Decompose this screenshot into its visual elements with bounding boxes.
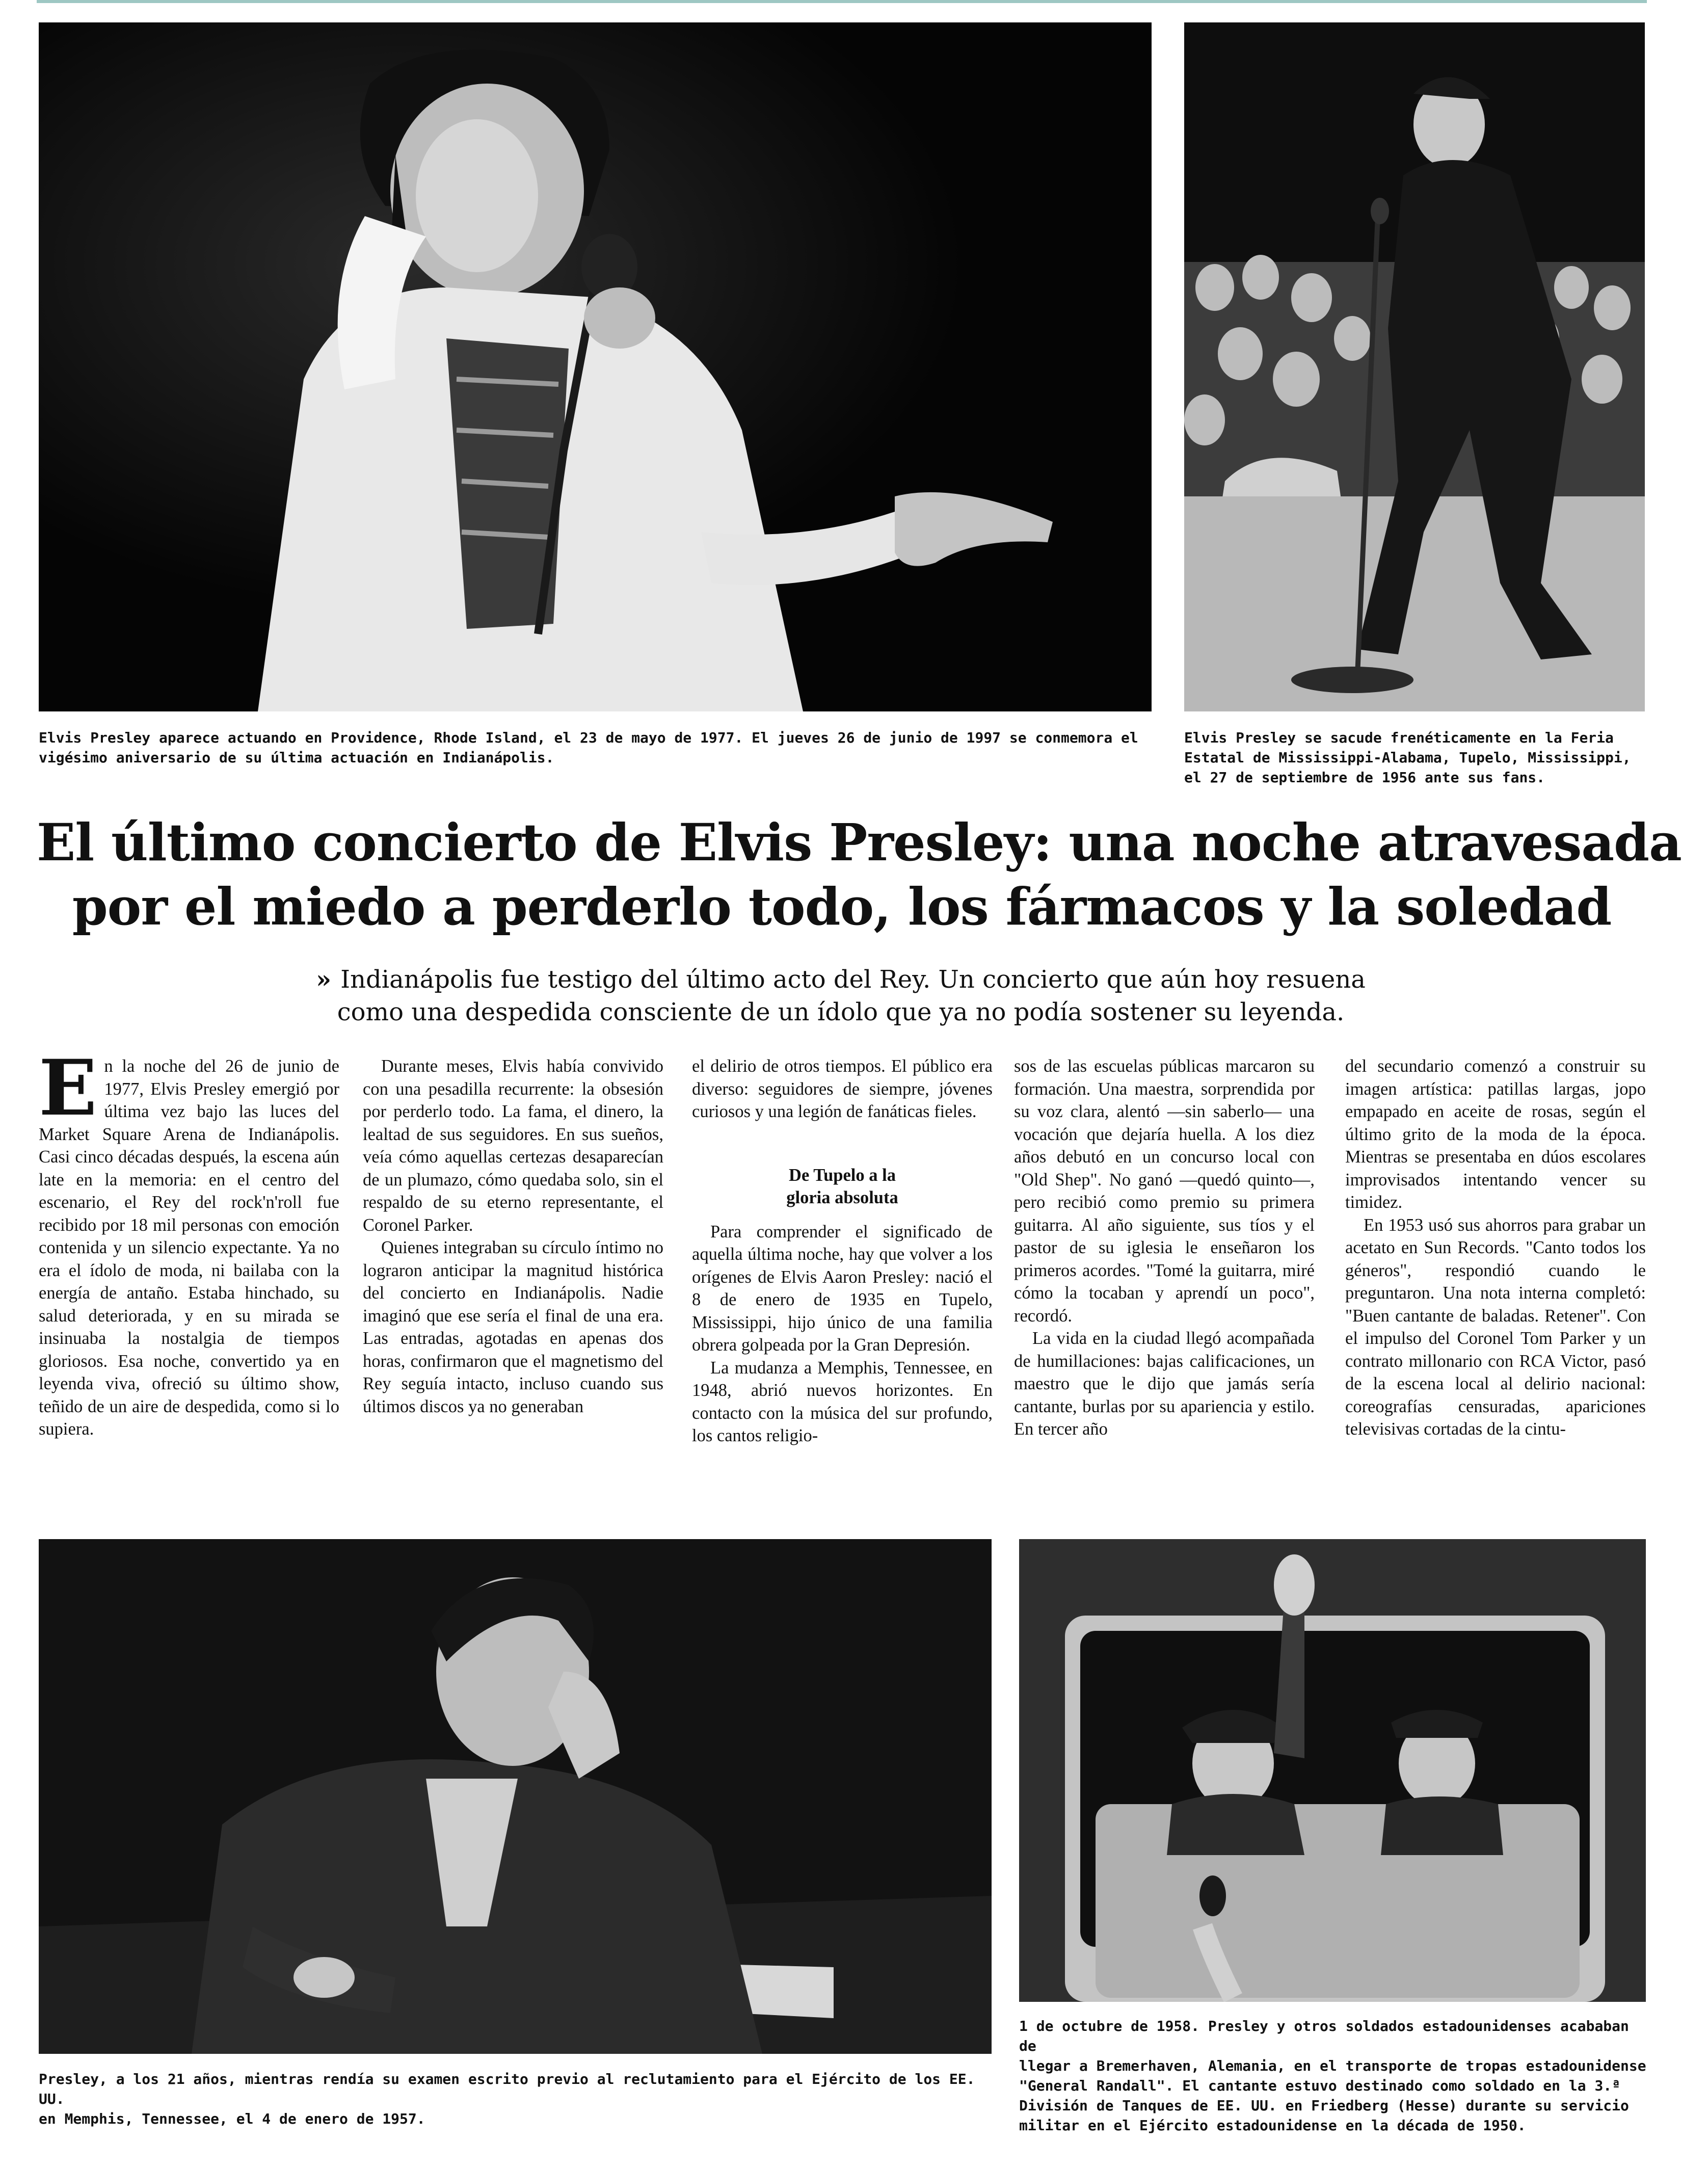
article-paragraph: Quienes integraban su círculo íntimo no lograron anticipar la magnitud histórica del concierto en Indianápolis. Nadie imaginó que ese sería el final de una era. Las entradas, agotadas en apenas dos horas, confirmaron que el magnetismo del Rey seguía intacto, incluso cuando sus últimos discos ya no generaban bbox=[363, 1238, 663, 1416]
caption-line: Presley, a los 21 años, mientras rendía su examen escrito previo al reclutamiento para el Ejército de los EE. UU. bbox=[39, 2071, 975, 2107]
caption-line: Estatal de Mississippi-Alabama, Tupelo, Mississippi, bbox=[1184, 749, 1631, 766]
subhead-line: gloria absoluta bbox=[786, 1188, 898, 1207]
article-paragraph: Para comprender el significado de aquella última noche, hay que volver a los orígenes de Elvis Aaron Presley: nació el 8 de enero de 1935 en Tupelo, Mississippi, hijo único de una familia obrera golpeada por la Gran Depresión. bbox=[692, 1222, 993, 1355]
article-column-1 bbox=[39, 1055, 339, 1529]
article-paragraph: sos de las escuelas públicas marcaron su formación. Una maestra, sorprendida por su voz clara, alentó —sin saberlo— una vocación que dejaría huella. A los diez años debutó en un concurso local con "Old Shep". No ganó —quedó quinto—, pero recibió como premio su primera guitarra. Al año siguiente, sus tíos y el pastor de su iglesia le enseñaron los primeros acordes. "Tomé la guitarra, miré cómo la tocaban y aprendí un poco", recordó. bbox=[1014, 1056, 1315, 1326]
caption-line: vigésimo aniversario de su última actuación en Indianápolis. bbox=[39, 749, 554, 766]
caption-line: llegar a Bremerhaven, Alemania, en el transporte de tropas estadounidense bbox=[1019, 2057, 1646, 2074]
caption-line: División de Tanques de EE. UU. en Friedberg (Hesse) durante su servicio bbox=[1019, 2097, 1629, 2114]
drop-cap: E bbox=[39, 1055, 97, 1133]
photo-bremerhaven-train bbox=[1019, 1539, 1646, 2002]
headline bbox=[37, 810, 1682, 939]
photo-tupelo-fair bbox=[1184, 22, 1645, 711]
deck-marker-icon: » bbox=[316, 965, 332, 994]
caption-line: militar en el Ejército estadounidense en la década de 1950. bbox=[1019, 2117, 1526, 2134]
caption-tupelo bbox=[1184, 728, 1645, 787]
caption-line: el 27 de septiembre de 1956 ante sus fans. bbox=[1184, 769, 1545, 786]
article-column-3 bbox=[692, 1055, 993, 1529]
caption-bremerhaven bbox=[1019, 2016, 1651, 2135]
article-paragraph: el delirio de otros tiempos. El público era diverso: seguidores de siempre, jóvenes curiosos y una legión de fanáticas fieles. bbox=[692, 1056, 993, 1121]
caption-line: Elvis Presley se sacude frenéticamente en la Feria bbox=[1184, 729, 1614, 746]
article-paragraph: La vida en la ciudad llegó acompañada de humillaciones: bajas calificaciones, un maestro que le dijo que jamás sería cantante, burlas por su apariencia y estilo. En tercer año bbox=[1014, 1329, 1315, 1439]
subhead-line: De Tupelo a la bbox=[789, 1165, 896, 1185]
article-paragraph bbox=[39, 1055, 339, 1441]
caption-army-exam bbox=[39, 2069, 992, 2129]
caption-line: en Memphis, Tennessee, el 4 de enero de 1957. bbox=[39, 2110, 425, 2127]
deck-text: Indianápolis fue testigo del último acto del Rey. Un concierto que aún hoy resuena bbox=[340, 965, 1366, 994]
deck-line: como una despedida consciente de un ídolo que ya no podía sostener su leyenda. bbox=[337, 998, 1345, 1026]
top-rule bbox=[37, 0, 1647, 3]
caption-providence bbox=[39, 728, 1152, 768]
paragraph-text: n la noche del 26 de junio de 1977, Elvis Presley emergió por última vez bajo las luces del Market Square Arena de Indianápolis. Casi cinco décadas después, la escena aún late en la memoria: en el centro del escenario, el Rey del rock'n'roll fue recibido por 18 mil personas con emoción contenida y un silencio expectante. Ya no era el ídolo de moda, ni bailaba con la energía de antaño. Estaba hinchado, su salud deteriorada, y en su mirada se insinuaba la nostalgia de tiempos gloriosos. Esa noche, convertido ya en leyenda viva, ofreció su último show, teñido de un aire de despedida, como si lo supiera. bbox=[39, 1056, 339, 1439]
section-subhead bbox=[692, 1164, 993, 1209]
headline-line: por el miedo a perderlo todo, los fármacos y la soledad bbox=[72, 877, 1612, 937]
article-paragraph: En 1953 usó sus ahorros para grabar un acetato en Sun Records. "Canto todos los géneros", respondió cuando le preguntaron. Una nota interna completó: "Buen cantante de baladas. Retener". Con el impulso del Coronel Tom Parker y un contrato millonario con RCA Victor, pasó de la escena local al delirio nacional: coreografías censuradas, apariciones televisivas cortadas de la cintu- bbox=[1345, 1215, 1646, 1439]
deck-line bbox=[306, 963, 1376, 996]
photo-providence-concert bbox=[39, 22, 1152, 711]
headline-line: El último concierto de Elvis Presley: una noche atravesada bbox=[37, 812, 1682, 873]
article-paragraph: Durante meses, Elvis había convivido con una pesadilla recurrente: la obsesión por perderlo todo. La fama, el dinero, la lealtad de sus seguidores. En sus sueños, veía cómo aquellas certezas desaparecían de un plumazo, cómo quedaba solo, sin el respaldo de su eterno representante, el Coronel Parker. bbox=[363, 1056, 663, 1235]
article-column-4 bbox=[1014, 1055, 1315, 1529]
article-column-2 bbox=[363, 1055, 663, 1529]
article-paragraph: del secundario comenzó a construir su imagen artística: patillas largas, jopo empapado en aceite de rosas, según el último grito de la moda de la época. Mientras se presentaba en dúos escolares improvisados intentando vencer su timidez. bbox=[1345, 1056, 1646, 1212]
deck bbox=[306, 963, 1376, 1028]
photo-army-exam bbox=[39, 1539, 992, 2054]
article-column-5 bbox=[1345, 1055, 1646, 1529]
article-paragraph: La mudanza a Memphis, Tennessee, en 1948, abrió nuevos horizontes. En contacto con la música del sur profundo, los cantos religio- bbox=[692, 1358, 993, 1445]
caption-line: "General Randall". El cantante estuvo destinado como soldado en la 3.ª bbox=[1019, 2077, 1621, 2094]
caption-line: 1 de octubre de 1958. Presley y otros soldados estadounidenses acababan de bbox=[1019, 2018, 1629, 2054]
caption-line: Elvis Presley aparece actuando en Providence, Rhode Island, el 23 de mayo de 1977. El jueves 26 de junio de 1997 se conmemora el bbox=[39, 729, 1138, 746]
